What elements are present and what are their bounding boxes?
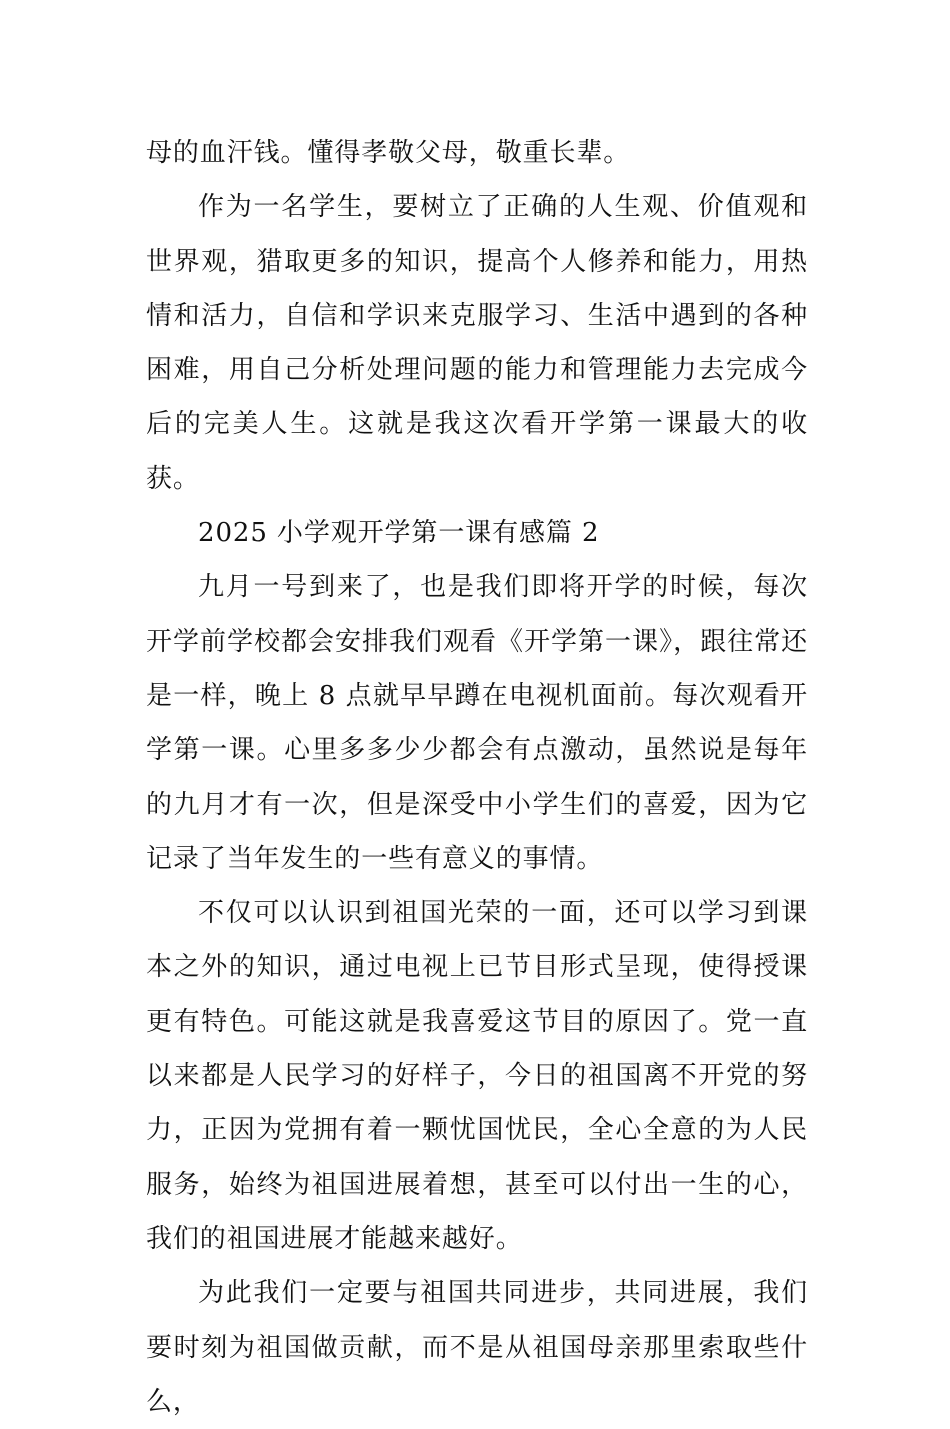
section-heading: 2025 小学观开学第一课有感篇 2 (198, 518, 600, 549)
paragraph-progress-together: 为此我们一定要与祖国共同进步，共同进展，我们要时刻为祖国做贡献，而不是从祖国母亲那里索取些什么， (146, 1278, 808, 1417)
paragraph-continuation: 母的血汗钱。懂得孝敬父母，敬重长辈。 (146, 138, 631, 168)
paragraph-september-first: 九月一号到来了，也是我们即将开学的时候，每次开学前学校都会安排我们观看《开学第一课》，跟往常还是一样，晚上 8 点就早早蹲在电视机面前。每次观看开学第一课。心里多多少少都会有点激动，虽然说是每年的九月才有一次，但是深受中小学生们的喜爱，因为它记录了当年发生的一些有意义的事情。 (146, 572, 808, 874)
document-body (146, 126, 808, 1429)
paragraph-student-reflection: 作为一名学生，要树立了正确的人生观、价值观和世界观，猎取更多的知识，提高个人修养和能力，用热情和活力，自信和学识来克服学习、生活中遇到的各种困难，用自己分析处理问题的能力和管理能力去完成今后的完美人生。这就是我这次看开学第一课最大的收获。 (146, 192, 808, 494)
paragraph-motherland-glory: 不仅可以认识到祖国光荣的一面，还可以学习到课本之外的知识，通过电视上已节目形式呈现，使得授课更有特色。可能这就是我喜爱这节目的原因了。党一直以来都是人民学习的好样子，今日的祖国离不开党的努力，正因为党拥有着一颗忧国忧民，全心全意的为人民服务，始终为祖国进展着想，甚至可以付出一生的心，我们的祖国进展才能越来越好。 (146, 898, 808, 1254)
